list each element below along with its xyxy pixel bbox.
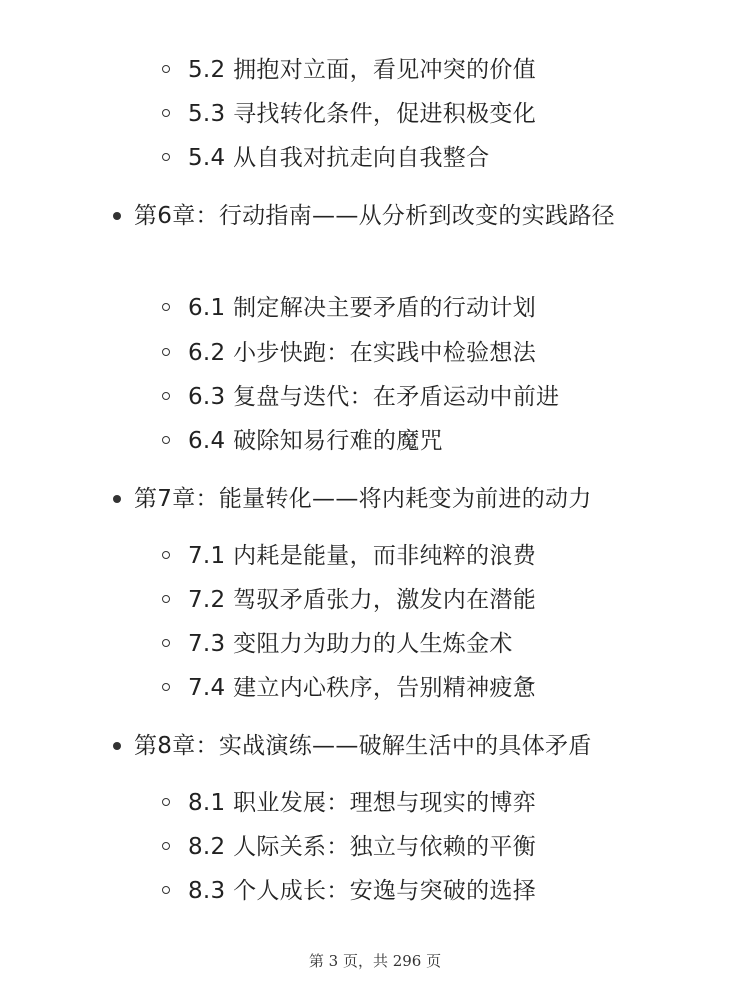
toc-subitem-label: 7.2 驾驭矛盾张力，激发内在潜能 bbox=[188, 587, 536, 613]
toc-subitem-label: 8.3 个人成长：安逸与突破的选择 bbox=[188, 878, 536, 904]
hollow-bullet-icon bbox=[162, 436, 170, 444]
toc-chapter-title: 第7章：能量转化——将内耗变为前进的动力 bbox=[134, 486, 592, 512]
hollow-bullet-icon bbox=[162, 639, 170, 647]
hollow-bullet-icon bbox=[162, 153, 170, 161]
toc-subitem-label: 5.2 拥抱对立面，看见冲突的价值 bbox=[188, 57, 536, 83]
toc-subitem-label: 5.4 从自我对抗走向自我整合 bbox=[188, 145, 490, 171]
hollow-bullet-icon bbox=[162, 348, 170, 356]
toc-subitem-label: 7.1 内耗是能量，而非纯粹的浪费 bbox=[188, 543, 536, 569]
hollow-bullet-icon bbox=[162, 392, 170, 400]
hollow-bullet-icon bbox=[162, 798, 170, 806]
page-number-footer: 第 3 页，共 296 页 bbox=[308, 952, 442, 970]
hollow-bullet-icon bbox=[162, 595, 170, 603]
toc-subitem-label: 7.3 变阻力为助力的人生炼金术 bbox=[188, 631, 513, 657]
toc-subitem-label: 6.1 制定解决主要矛盾的行动计划 bbox=[188, 295, 536, 321]
hollow-bullet-icon bbox=[162, 303, 170, 311]
bullet-icon bbox=[113, 495, 121, 503]
toc-subitem-label: 6.4 破除知易行难的魔咒 bbox=[188, 428, 443, 454]
toc-chapter-title: 第8章：实战演练——破解生活中的具体矛盾 bbox=[134, 733, 592, 759]
hollow-bullet-icon bbox=[162, 65, 170, 73]
hollow-bullet-icon bbox=[162, 109, 170, 117]
bullet-icon bbox=[113, 212, 121, 220]
toc-subitem-label: 7.4 建立内心秩序，告别精神疲惫 bbox=[188, 675, 536, 701]
toc-subitem-label: 8.1 职业发展：理想与现实的博弈 bbox=[188, 790, 536, 816]
toc-subitem-label: 8.2 人际关系：独立与依赖的平衡 bbox=[188, 834, 536, 860]
toc-subitem-label: 5.3 寻找转化条件，促进积极变化 bbox=[188, 101, 536, 127]
toc-subitem-label: 6.3 复盘与迭代：在矛盾运动中前进 bbox=[188, 384, 560, 410]
hollow-bullet-icon bbox=[162, 551, 170, 559]
toc-subitem-label: 6.2 小步快跑：在实践中检验想法 bbox=[188, 340, 536, 366]
toc-chapter-title: 第6章：行动指南——从分析到改变的实践路径 bbox=[134, 203, 615, 229]
hollow-bullet-icon bbox=[162, 886, 170, 894]
bullet-icon bbox=[113, 742, 121, 750]
hollow-bullet-icon bbox=[162, 842, 170, 850]
hollow-bullet-icon bbox=[162, 683, 170, 691]
